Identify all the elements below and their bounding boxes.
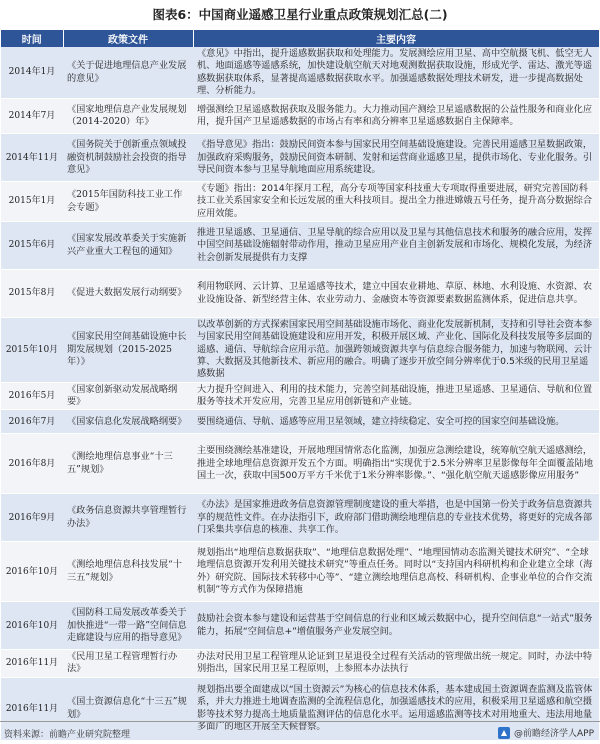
brand-label: @前瞻经济学人APP bbox=[513, 729, 594, 739]
document-cell: 《国家民用空间基础设施中长期发展规划（2015-2025年）》 bbox=[63, 318, 193, 382]
date-cell: 2016年9月 bbox=[1, 494, 63, 542]
table-row bbox=[1, 434, 599, 494]
content-cell: 《专题》指出：2014年探月工程，高分专项等国家科技重大专项取得重要进展，研究完善国防科技工业关系国家安全和长远发展的重大科技项目。提出全力推进嫦娥五号任务，提升高分数据综合应用效能。 bbox=[193, 182, 599, 222]
date-cell: 2014年7月 bbox=[1, 99, 63, 134]
header-row bbox=[1, 30, 599, 47]
document-cell: 《测绘地理信息科技发展“十三五”规划》 bbox=[63, 542, 193, 602]
content-cell: 《办法》是国家推进政务信息资源管理制度建设的重大举措，也是中国第一份关于政务信息资源共享的规范性文件。在办法指引下，政府部门借助测绘地理信息的专业技术优势，将更好的完成各部门采集共享信息的核准、共享工作。 bbox=[193, 494, 599, 542]
date-cell: 2016年11月 bbox=[1, 650, 63, 678]
document-cell: 《政务信息资源共享管理暂行办法》 bbox=[63, 494, 193, 542]
brand-credit bbox=[498, 726, 594, 739]
date-cell: 2016年10月 bbox=[1, 542, 63, 602]
document-cell: 《关于促进地理信息产业发展的意见》 bbox=[63, 47, 193, 99]
document-cell: 《国土资源信息化“十三五”规划》 bbox=[63, 677, 193, 740]
document-cell: 《国家创新驱动发展战略纲要》 bbox=[63, 382, 193, 410]
footer bbox=[0, 721, 600, 744]
table-row bbox=[1, 47, 599, 99]
document-cell: 《国防科工局发展改革委关于加快推进“一带一路”空间信息走廊建设与应用的指导意见》 bbox=[63, 602, 193, 650]
content-cell: 增强测绘卫星遥感数据获取及服务能力。大力推动国产测绘卫星遥感数据的公益性服务和商业化应用，提升国产卫星遥感数据的市场占有率和高分辨率卫星遥感数据自主保障率。 bbox=[193, 99, 599, 134]
date-cell: 2015年6月 bbox=[1, 222, 63, 270]
table-row bbox=[1, 270, 599, 318]
content-cell: 规划指出要全面建成以“国土资源云”为核心的信息技术体系，基本建成国土资源调查监测及监管体系，并大力推进土地调查监测的全流程信息化，加强遥感技术的应用，积极采用卫星遥感和航空摄影等技术努力提高土地质量监测评估的信息化水平。运用遥感监测等技术对用地重大、违法用地量多面广的地区开展全天候督察。 bbox=[193, 677, 599, 740]
page-title: 图表6：中国商业遥感卫星行业重点政策规划汇总(二) bbox=[152, 7, 448, 22]
document-cell: 《2015年国防科技工业工作会专题》 bbox=[63, 182, 193, 222]
table-row bbox=[1, 410, 599, 434]
table-row bbox=[1, 134, 599, 182]
column-header-document: 政策文件 bbox=[63, 30, 193, 47]
content-cell: 主要围绕测绘基准建设，开展地理国情常态化监测，加强应急测绘建设，统筹航空航天遥感测绘，推进全球地理信息资源开发五个方面。明确指出“实现优于2.5米分辨率卫星影像每年全面覆盖陆地国土一次，获取中国500万平方千米优于1米分辨率影像。”、“强化航空航天遥感影像应用服务” bbox=[193, 434, 599, 494]
document-cell: 《国务院关于创新重点领域投融资机制鼓励社会投资的指导意见》 bbox=[63, 134, 193, 182]
table-row bbox=[1, 318, 599, 382]
document-cell: 《国家地理信息产业发展规划（2014-2020）年》 bbox=[63, 99, 193, 134]
date-cell: 2015年1月 bbox=[1, 182, 63, 222]
table-row bbox=[1, 222, 599, 270]
brand-logo-icon bbox=[498, 727, 510, 739]
date-cell: 2016年8月 bbox=[1, 434, 63, 494]
date-cell: 2014年1月 bbox=[1, 47, 63, 99]
date-cell: 2016年7月 bbox=[1, 410, 63, 434]
column-header-content: 主要内容 bbox=[193, 30, 599, 47]
content-cell: 鼓励社会资本参与建设和运营基于空间信息的行业和区域云数据中心，提升空间信息“一站式”服务能力，拓展“空间信息+”增值服务产业发展空间。 bbox=[193, 602, 599, 650]
document-cell: 《民用卫星工程管理暂行办法》 bbox=[63, 650, 193, 678]
table-row bbox=[1, 650, 599, 678]
content-cell: 《意见》中指出，提升遥感数据获取和处理能力。发展测绘应用卫星、高中空航摄飞机、低空无人机、地面遥感等遥感系统，加快建设航空航天对地观测数据获取设施，形成光学、雷达、激光等遥感数据获取体系，显著提高遥感数据获取水平。加强遥感数据处理技术研发，进一步提高数据处理、分析能力。 bbox=[193, 47, 599, 99]
table-row bbox=[1, 494, 599, 542]
document-cell: 《国家信息化发展战略纲要》 bbox=[63, 410, 193, 434]
date-cell: 2015年10月 bbox=[1, 318, 63, 382]
document-cell: 《测绘地理信息事业“十三五”规划》 bbox=[63, 434, 193, 494]
date-cell: 2016年5月 bbox=[1, 382, 63, 410]
table-row bbox=[1, 542, 599, 602]
table-row bbox=[1, 99, 599, 134]
table-header bbox=[1, 30, 599, 47]
policy-table bbox=[1, 30, 600, 741]
table-row bbox=[1, 382, 599, 410]
date-cell: 2014年11月 bbox=[1, 134, 63, 182]
content-cell: 推进卫星遥感、卫星通信、卫星导航的综合应用以及卫星与其他信息技术和服务的融合应用，发挥中国空间基础设施辐射带动作用，推动卫星应用产业自主创新发展和市场化、规模化发展，为经济社会创新发展提供有力支撑 bbox=[193, 222, 599, 270]
content-cell: 利用物联网、云计算、卫星遥感等技术，建立中国农业耕地、草原、林地、水利设施、水资源、农业设施设备、新型经营主体、农业劳动力、金融资本等资源要素数据监测体系，促进信息共享。 bbox=[193, 270, 599, 318]
content-cell: 办法对民用卫星工程管理从论证到卫星退役全过程有关活动的管理做出统一规定。同时，办法中特别指出，国家民用卫星工程原则，上参照本办法执行 bbox=[193, 650, 599, 678]
content-cell: 以改革创新的方式探索国家民用空间基础设施市场化、商业化发展新机制，支持和引导社会资本参与国家民用空间基础设施建设和应用开发，积极开展区域、产业化、国际化及科技发展等多层面的遥感、通信、导航综合应用示范。加强跨领域资源共享与信息综合服务能力，加速与物联网、云计算、大数据及其他新技术、新应用的融合。明确了逐步开放空间分辨率优于0.5米级的民用卫星遥感数据 bbox=[193, 318, 599, 382]
document-cell: 《国家发展改革委关于实施新兴产业重大工程包的通知》 bbox=[63, 222, 193, 270]
content-cell: 规划指出“地理信息数据获取”、“地理信息数据处理”、“地理国情动态监测关键技术研究”、“全球地理信息资源开发利用关键技术研究”等重点任务。同时以“支持国内科研机构和企业建立全球（海外）研究院、国际技术转移中心等”、“建立测绘地理信息高校、科研机构、企事业单位的合作交流机制”等方式作为保障措施 bbox=[193, 542, 599, 602]
table-row bbox=[1, 602, 599, 650]
document-cell: 《促进大数据发展行动纲要》 bbox=[63, 270, 193, 318]
content-cell: 大力提升空间进入、利用的技术能力，完善空间基础设施，推进卫星遥感、卫星通信、导航和位置服务等技术开发应用，完善卫星应用创新链和产业链。 bbox=[193, 382, 599, 410]
date-cell: 2016年10月 bbox=[1, 602, 63, 650]
date-cell: 2016年11月 bbox=[1, 677, 63, 740]
table-row bbox=[1, 182, 599, 222]
content-cell: 《指导意见》指出：鼓励民间资本参与国家民用空间基础设施建设。完善民用遥感卫星数据政策，加强政府采购服务，鼓励民间资本研制、发射和运营商业遥感卫星，提供市场化、专业化服务。引导民间资本参与卫星导航地面应用系统建设。 bbox=[193, 134, 599, 182]
column-header-date: 时间 bbox=[1, 30, 63, 47]
table-body bbox=[1, 47, 599, 740]
source-note: 资料来源：前瞻产业研究院整理 bbox=[4, 730, 131, 740]
content-cell: 要围绕通信、导航、遥感等应用卫星领域，建立持续稳定、安全可控的国家空间基础设施。 bbox=[193, 410, 599, 434]
date-cell: 2015年8月 bbox=[1, 270, 63, 318]
